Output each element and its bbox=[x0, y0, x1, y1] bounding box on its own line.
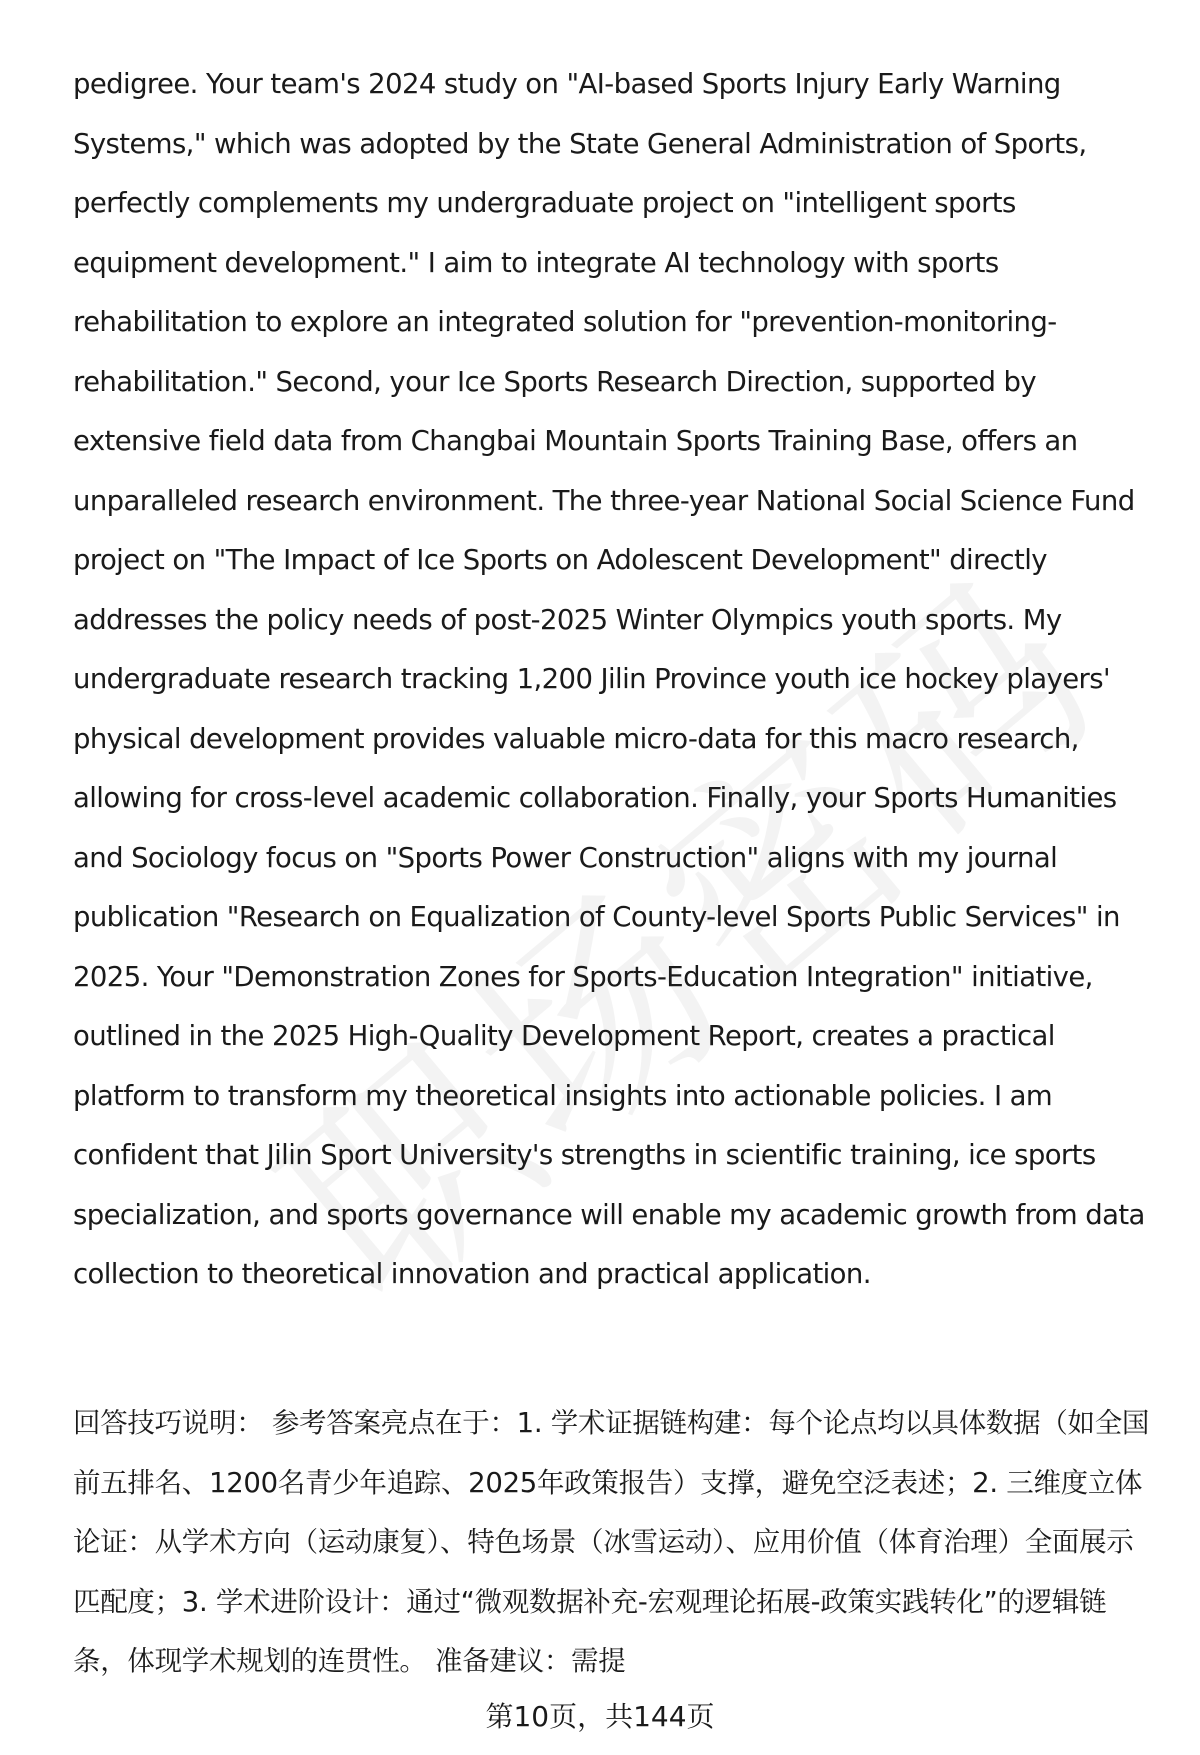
page-number-footer: 第10页，共144页 bbox=[485, 1700, 715, 1733]
body-paragraph: pedigree. Your team's 2024 study on "AI-based Sports Injury Early Warning Systems," which was adopted by the State General Administration of Sports, perfectly complements my undergraduate project on "intelligent sports equipment development." I aim to integrate AI technology with sports rehabilitation to explore an integrated solution for "prevention-monitoring-rehabilitation." Second, your Ice Sports Research Direction, supported by extensive field data from Changbai Mountain Sports Training Base, offers an unparalleled research environment. The three-year National Social Science Fund project on "The Impact of Ice Sports on Adolescent Development" directly addresses the policy needs of post-2025 Winter Olympics youth sports. My undergraduate research tracking 1,200 Jilin Province youth ice hockey players' physical development provides valuable micro-data for this macro research, allowing for cross-level academic collaboration. Finally, your Sports Humanities and Sociology focus on "Sports Power Construction" aligns with my journal publication "Research on Equalization of County-level Sports Public Services" in 2025. Your "Demonstration Zones for Sports-Education Integration" initiative, outlined in the 2025 High-Quality Development Report, creates a practical platform to transform my theoretical insights into actionable policies. I am confident that Jilin Sport University's strengths in scientific training, ice sports specialization, and sports governance will enable my academic growth from data collection to theoretical innovation and practical application. bbox=[73, 68, 1145, 1290]
answer-tips-paragraph: 回答技巧说明： 参考答案亮点在于：1. 学术证据链构建：每个论点均以具体数据（如全国前五排名、1200名青少年追踪、2025年政策报告）支撑，避免空泛表述；2. 三维度立体论证：从学术方向（运动康复）、特色场景（冰雪运动）、应用价值（体育治理）全面展示匹配度；3. 学术进阶设计：通过“微观数据补充-宏观理论拓展-政策实践转化”的逻辑链条，体现学术规划的连贯性。 准备建议：需提 bbox=[73, 1407, 1150, 1677]
